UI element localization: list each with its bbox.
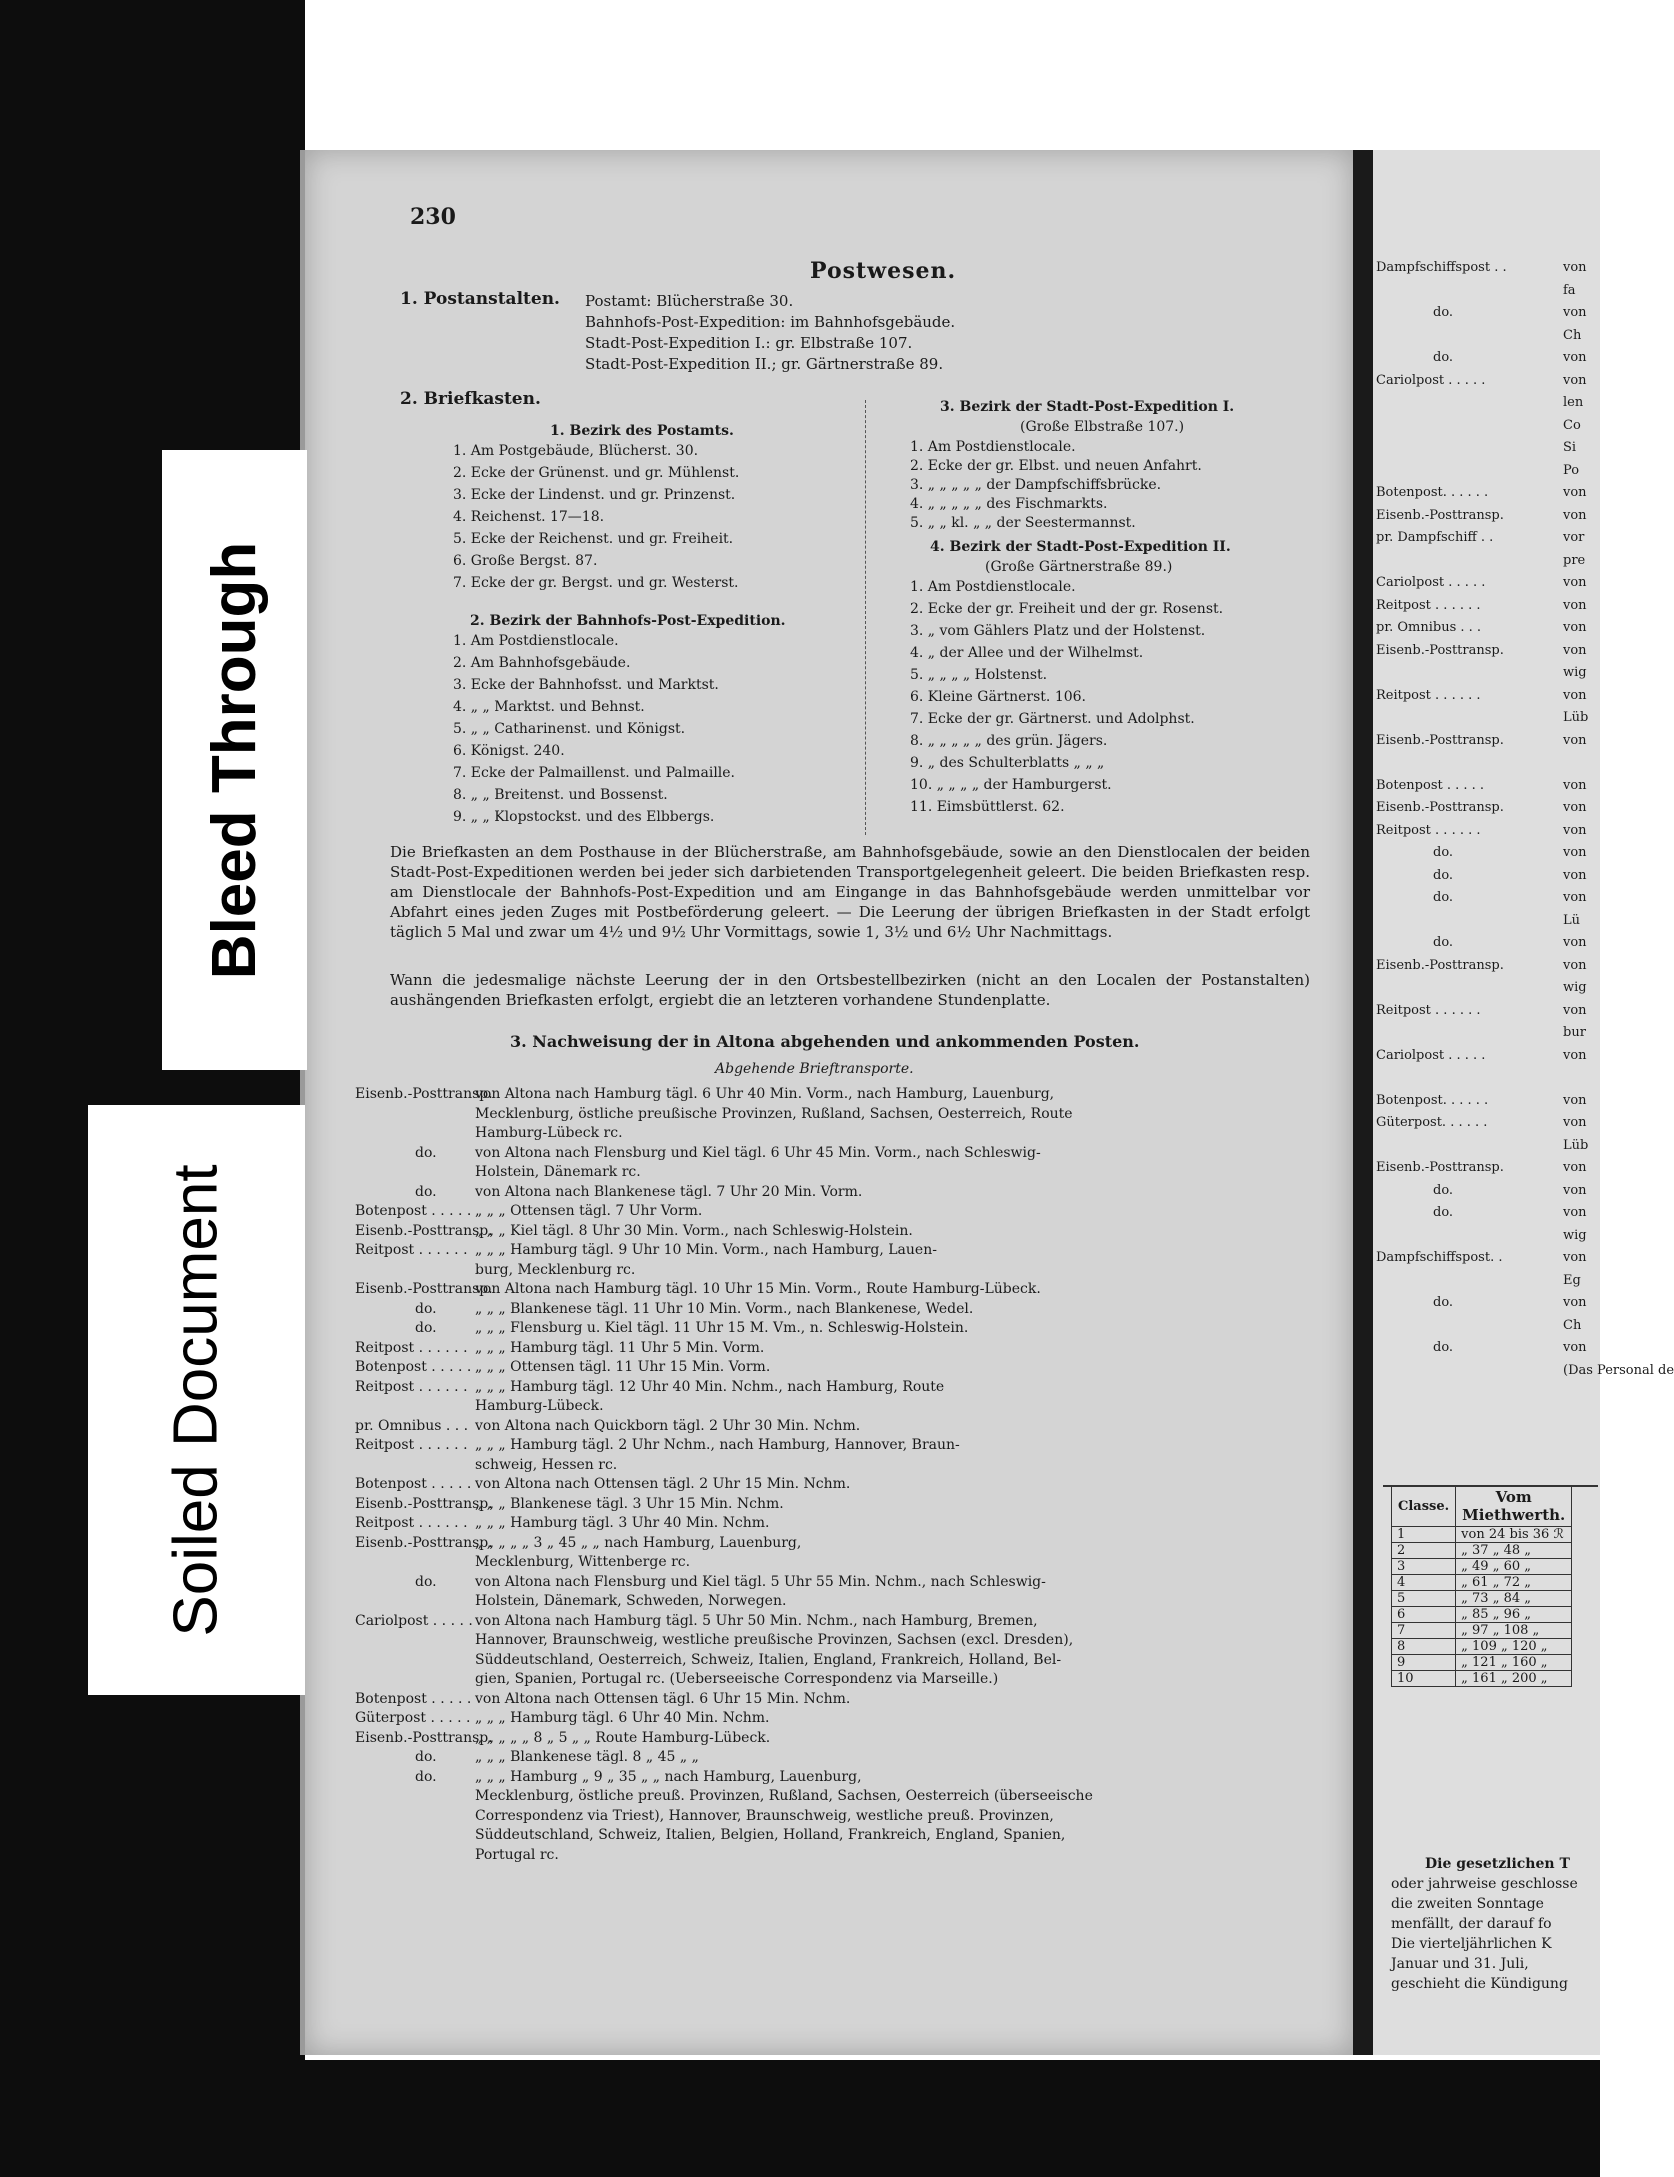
section3-heading: 3. Nachweisung der in Altona abgehenden und ankommenden Posten.: [510, 1032, 1140, 1051]
table-row: [1392, 1607, 1572, 1623]
right-post-label: do.: [1433, 1295, 1454, 1310]
right-post-text: von: [1563, 1205, 1587, 1220]
post-type-label: Güterpost . . . . .: [355, 1710, 471, 1726]
right-post-label: Eisenb.-Posttransp.: [1376, 507, 1504, 523]
sub3-subtitle: (Große Elbstraße 107.): [1020, 419, 1185, 435]
post-type-label: do.: [415, 1573, 437, 1590]
post-route-continuation: Mecklenburg, östliche preußische Provinzen, Rußland, Sachsen, Oesterreich, Route: [475, 1105, 1073, 1122]
post-route-text: von Altona nach Blankenese tägl. 7 Uhr 20 Min. Vorm.: [475, 1183, 863, 1200]
post-route-continuation: Holstein, Dänemark, Schweden, Norwegen.: [475, 1593, 787, 1609]
briefkasten-item: 8. „ „ Breitenst. und Bossenst.: [453, 787, 668, 803]
right-footer-line: die zweiten Sonntage: [1391, 1896, 1544, 1912]
right-post-label: Cariolpost . . . . .: [1376, 1047, 1486, 1063]
book-gutter: [1353, 150, 1373, 2055]
briefkasten-item: 9. „ „ Klopstockst. und des Elbbergs.: [453, 809, 715, 825]
right-post-text: wig: [1563, 665, 1587, 680]
paragraph-briefkasten: Die Briefkasten an dem Posthause in der Blücherstraße, am Bahnhofsgebäude, sowie an den Dienstlocalen der beiden Stadt-Post-Expeditionen werden bei jeder sich darbietenden Transportgelegenheit geleert. Die beiden Briefkasten resp. am Dienstlocale der Bahnhofs-Post-Expedition und am Eingange in das Bahnhofsgebäude werden unmittelbar vor Abfahrt eines jeden Zuges mit Postbeförderung geleert. — Die Leerung der übrigen Briefkasten in der Stadt erfolgt täglich 5 Mal und zwar um 4½ und 9½ Uhr Vormittags, sowie 1, 3½ und 6½ Uhr Nachmittags.: [390, 843, 1310, 941]
right-post-text: von: [1563, 1160, 1587, 1175]
post-route-continuation: Süddeutschland, Schweiz, Italien, Belgien, Holland, Frankreich, England, Spanien,: [475, 1827, 1066, 1843]
right-post-text: von: [1563, 800, 1587, 815]
class-number: 7: [1392, 1623, 1456, 1639]
soiled-document-label: [88, 1105, 305, 1695]
section3-subheading: Abgehende Brieftransporte.: [715, 1061, 914, 1077]
right-post-label: do.: [1433, 867, 1454, 883]
right-post-label: do.: [1433, 1205, 1454, 1220]
right-post-text: von: [1563, 485, 1587, 500]
right-post-text: Po: [1563, 462, 1580, 478]
right-post-text: len: [1563, 395, 1584, 410]
section1-heading: 1. Postanstalten.: [400, 289, 560, 309]
class-number: 4: [1392, 1575, 1456, 1591]
briefkasten-item: 2. Am Bahnhofsgebäude.: [453, 655, 631, 671]
post-route-text: „ „ „ Blankenese tägl. 8 „ 45 „ „: [475, 1749, 699, 1765]
post-route-text: „ „ „ Blankenese tägl. 3 Uhr 15 Min. Nchm.: [475, 1495, 784, 1512]
post-type-label: Eisenb.-Posttransp.: [355, 1729, 493, 1746]
class-number: 1: [1392, 1527, 1456, 1543]
post-route-continuation: Correspondenz via Triest), Hannover, Braunschweig, westliche preuß. Provinzen,: [475, 1807, 1054, 1824]
table-row: [1392, 1543, 1572, 1559]
miethwerth-body: [1392, 1527, 1572, 1687]
post-route-continuation: schweig, Hessen rc.: [475, 1456, 618, 1473]
miethwerth-range: von 24 bis 36 ℛ: [1456, 1527, 1572, 1543]
post-type-label: Reitpost . . . . . .: [355, 1242, 468, 1258]
briefkasten-item: 3. „ „ „ „ „ der Dampfschiffsbrücke.: [910, 477, 1162, 493]
briefkasten-item: 4. Reichenst. 17—18.: [453, 509, 605, 525]
right-post-text: von: [1563, 507, 1587, 523]
right-post-label: Eisenb.-Posttransp.: [1376, 800, 1504, 815]
briefkasten-item: 1. Am Postdienstlocale.: [453, 633, 619, 649]
briefkasten-item: 11. Eimsbüttlerst. 62.: [910, 799, 1065, 815]
right-post-label: Eisenb.-Posttransp.: [1376, 732, 1504, 748]
right-post-text: Lü: [1563, 912, 1581, 928]
post-route-text: von Altona nach Hamburg tägl. 10 Uhr 15 Min. Vorm., Route Hamburg-Lübeck.: [475, 1281, 1041, 1297]
column-divider: [865, 400, 866, 835]
postanstalt-line: Stadt-Post-Expedition I.: gr. Elbstraße 107.: [585, 334, 913, 352]
right-post-text: von: [1563, 1047, 1587, 1063]
right-post-text: von: [1563, 305, 1587, 320]
sub3-title: 3. Bezirk der Stadt-Post-Expedition I.: [940, 399, 1235, 415]
post-type-label: Eisenb.-Posttransp.: [355, 1222, 493, 1239]
post-route-continuation: Hamburg-Lübeck rc.: [475, 1125, 623, 1141]
postanstalt-line: Postamt: Blücherstraße 30.: [585, 292, 794, 310]
right-post-label: Dampfschiffspost. .: [1376, 1250, 1503, 1265]
right-post-text: pre: [1563, 552, 1586, 568]
briefkasten-item: 4. „ „ „ „ „ des Fischmarkts.: [910, 496, 1108, 512]
right-post-text: von: [1563, 957, 1587, 973]
right-post-text: Lüb: [1563, 1137, 1589, 1153]
bleed-through-text: Bleed Through: [200, 541, 270, 979]
right-post-text: vor: [1563, 530, 1585, 545]
post-route-continuation: burg, Mecklenburg rc.: [475, 1261, 636, 1278]
post-route-text: „ „ „ Ottensen tägl. 7 Uhr Vorm.: [475, 1203, 703, 1219]
right-post-text: von: [1563, 1092, 1587, 1108]
right-post-text: von: [1563, 260, 1587, 275]
right-post-text: Si: [1563, 440, 1577, 455]
table-row: [1392, 1655, 1572, 1671]
right-post-text: von: [1563, 935, 1587, 950]
table-row: [1392, 1639, 1572, 1655]
right-post-text: bur: [1563, 1025, 1586, 1040]
miethwerth-range: „ 97 „ 108 „: [1456, 1623, 1572, 1639]
post-type-label: do.: [415, 1749, 437, 1765]
right-post-text: Ch: [1563, 327, 1582, 343]
post-route-continuation: Mecklenburg, östliche preuß. Provinzen, Rußland, Sachsen, Oesterreich (überseeische: [475, 1788, 1093, 1804]
miethwerth-range: „ 73 „ 84 „: [1456, 1591, 1572, 1607]
briefkasten-item: 1. Am Postgebäude, Blücherst. 30.: [453, 443, 699, 459]
post-route-text: von Altona nach Hamburg tägl. 6 Uhr 40 Min. Vorm., nach Hamburg, Lauenburg,: [475, 1086, 1055, 1102]
right-post-label: do.: [1433, 845, 1454, 860]
post-route-continuation: Hamburg-Lübeck.: [475, 1398, 604, 1414]
post-type-label: Botenpost . . . . .: [355, 1359, 472, 1375]
briefkasten-item: 5. „ „ Catharinenst. und Königst.: [453, 721, 686, 737]
right-post-text: von: [1563, 777, 1587, 793]
post-route-text: „ „ „ „ „ 3 „ 45 „ „ nach Hamburg, Lauenburg,: [475, 1534, 802, 1551]
class-number: 5: [1392, 1591, 1456, 1607]
right-post-label: do.: [1433, 350, 1454, 365]
right-post-text: von: [1563, 1182, 1587, 1198]
col-miethwerth-top: Vom: [1495, 1488, 1532, 1506]
right-post-label: Botenpost. . . . . .: [1376, 1092, 1489, 1108]
briefkasten-item: 3. „ vom Gählers Platz und der Holstenst.: [910, 623, 1206, 639]
post-route-text: „ „ „ Hamburg „ 9 „ 35 „ „ nach Hamburg, Lauenburg,: [475, 1768, 862, 1785]
post-type-label: do.: [415, 1320, 437, 1336]
table-row: [1392, 1623, 1572, 1639]
post-route-text: von Altona nach Quickborn tägl. 2 Uhr 30 Min. Nchm.: [475, 1417, 861, 1434]
class-number: 9: [1392, 1655, 1456, 1671]
right-post-text: von: [1563, 1002, 1587, 1018]
right-post-label: Botenpost. . . . . .: [1376, 485, 1489, 500]
right-footer-line: Die vierteljährlichen K: [1391, 1936, 1552, 1952]
post-type-label: do.: [415, 1183, 437, 1200]
right-post-text: von: [1563, 845, 1587, 860]
miethwerth-range: „ 121 „ 160 „: [1456, 1655, 1572, 1671]
table-row: [1392, 1559, 1572, 1575]
right-post-label: do.: [1433, 890, 1454, 905]
briefkasten-item: 3. Ecke der Bahnhofsst. und Marktst.: [453, 677, 719, 693]
right-page: [1373, 150, 1674, 2055]
section2-heading: 2. Briefkasten.: [400, 389, 541, 409]
class-number: 10: [1392, 1671, 1456, 1687]
briefkasten-item: 6. Kleine Gärtnerst. 106.: [910, 689, 1086, 705]
table-row: [1392, 1671, 1572, 1687]
right-post-text: Lüb: [1563, 710, 1589, 725]
post-type-label: do.: [415, 1144, 437, 1161]
briefkasten-item: 2. Ecke der gr. Freiheit und der gr. Rosenst.: [910, 601, 1224, 617]
post-route-text: „ „ „ Hamburg tägl. 3 Uhr 40 Min. Nchm.: [475, 1515, 770, 1531]
postanstalt-line: Bahnhofs-Post-Expedition: im Bahnhofsgebäude.: [585, 313, 956, 331]
table-row: [1392, 1591, 1572, 1607]
table-row: [1392, 1575, 1572, 1591]
right-post-text: Ch: [1563, 1317, 1582, 1333]
right-post-label: Reitpost . . . . . .: [1376, 597, 1481, 613]
briefkasten-item: 2. Ecke der Grünenst. und gr. Mühlenst.: [453, 465, 740, 481]
right-post-text: von: [1563, 890, 1587, 905]
briefkasten-item: 7. Ecke der Palmaillenst. und Palmaille.: [453, 765, 736, 781]
post-type-label: Eisenb.-Posttransp.: [355, 1086, 493, 1102]
right-post-text: von: [1563, 620, 1587, 635]
right-post-label: Eisenb.-Posttransp.: [1376, 1160, 1504, 1175]
briefkasten-item: 8. „ „ „ „ „ des grün. Jägers.: [910, 733, 1108, 749]
sub2-title: 2. Bezirk der Bahnhofs-Post-Expedition.: [470, 613, 786, 629]
right-post-label: Güterpost. . . . . .: [1376, 1115, 1488, 1130]
class-number: 3: [1392, 1559, 1456, 1575]
post-route-continuation: Süddeutschland, Oesterreich, Schweiz, Italien, England, Frankreich, Holland, Bel-: [475, 1651, 1062, 1668]
soiled-document-text: Soiled Document: [162, 1163, 231, 1637]
miethwerth-range: „ 109 „ 120 „: [1456, 1639, 1572, 1655]
miethwerth-range: „ 161 „ 200 „: [1456, 1671, 1572, 1687]
page-number: 230: [410, 204, 456, 230]
right-post-label: Dampfschiffspost . .: [1376, 260, 1507, 275]
briefkasten-item: 3. Ecke der Lindenst. und gr. Prinzenst.: [453, 487, 736, 503]
right-post-text: von: [1563, 575, 1587, 590]
post-type-label: do.: [415, 1768, 437, 1785]
post-route-continuation: Mecklenburg, Wittenberge rc.: [475, 1554, 691, 1570]
right-post-label: do.: [1433, 1340, 1454, 1355]
post-route-continuation: gien, Spanien, Portugal rc. (Ueberseeische Correspondenz via Marseille.): [475, 1671, 999, 1687]
briefkasten-item: 10. „ „ „ „ der Hamburgerst.: [910, 777, 1112, 793]
right-footer-line: Januar und 31. Juli,: [1391, 1956, 1529, 1972]
right-footer-line: Die gesetzlichen T: [1425, 1856, 1570, 1872]
briefkasten-item: 5. Ecke der Reichenst. und gr. Freiheit.: [453, 531, 734, 547]
miethwerth-range: „ 37 „ 48 „: [1456, 1543, 1572, 1559]
post-type-label: Botenpost . . . . .: [355, 1690, 472, 1707]
post-route-text: „ „ „ Hamburg tägl. 11 Uhr 5 Min. Vorm.: [475, 1339, 765, 1356]
right-post-text: (Das Personal de: [1563, 1362, 1674, 1378]
briefkasten-item: 2. Ecke der gr. Elbst. und neuen Anfahrt.: [910, 458, 1202, 474]
right-post-text: von: [1563, 822, 1587, 838]
right-post-text: von: [1563, 372, 1587, 388]
bleed-through-label: [162, 450, 307, 1070]
post-route-text: „ „ „ Hamburg tägl. 9 Uhr 10 Min. Vorm., nach Hamburg, Lauen-: [475, 1242, 937, 1258]
post-route-text: „ „ „ Hamburg tägl. 2 Uhr Nchm., nach Hamburg, Hannover, Braun-: [475, 1437, 960, 1453]
right-post-label: pr. Dampfschiff . .: [1376, 530, 1494, 545]
post-route-text: von Altona nach Ottensen tägl. 2 Uhr 15 Min. Nchm.: [475, 1476, 851, 1492]
right-post-label: do.: [1433, 935, 1454, 950]
briefkasten-item: 6. Königst. 240.: [453, 743, 565, 759]
briefkasten-item: 4. „ der Allee und der Wilhelmst.: [910, 645, 1144, 661]
page-title: Postwesen.: [810, 258, 957, 284]
post-type-label: Reitpost . . . . . .: [355, 1515, 468, 1531]
right-post-label: Reitpost . . . . . .: [1376, 687, 1481, 703]
right-post-text: Co: [1563, 417, 1581, 433]
right-post-label: Eisenb.-Posttransp.: [1376, 642, 1504, 658]
right-post-text: von: [1563, 687, 1587, 703]
class-number: 6: [1392, 1607, 1456, 1623]
scan-background-left: [0, 0, 305, 2177]
paragraph-leerung: Wann die jedesmalige nächste Leerung der in den Ortsbestellbezirken (nicht an den Localen der Postanstalten) aushängenden Briefkasten erfolgt, ergiebt die an letzteren vorhandene Stundenplatte.: [390, 971, 1310, 1009]
right-post-text: wig: [1563, 980, 1587, 995]
sub4-subtitle: (Große Gärtnerstraße 89.): [985, 559, 1173, 575]
briefkasten-item: 9. „ des Schulterblatts „ „ „: [910, 755, 1105, 771]
right-post-text: von: [1563, 1340, 1587, 1355]
right-post-label: Cariolpost . . . . .: [1376, 575, 1486, 590]
right-post-text: von: [1563, 732, 1587, 748]
post-route-continuation: Portugal rc.: [475, 1846, 559, 1863]
right-post-text: von: [1563, 597, 1587, 613]
briefkasten-item: 7. Ecke der gr. Bergst. und gr. Westerst.: [453, 575, 739, 591]
right-post-label: Reitpost . . . . . .: [1376, 1002, 1481, 1018]
miethwerth-table: [1391, 1485, 1572, 1687]
right-post-text: von: [1563, 867, 1587, 883]
right-footer-line: geschieht die Kündigung: [1391, 1976, 1568, 1992]
sub1-title: 1. Bezirk des Postamts.: [550, 423, 734, 439]
post-type-label: Eisenb.-Posttransp.: [355, 1534, 493, 1551]
right-post-text: fa: [1563, 282, 1576, 298]
right-post-label: do.: [1433, 305, 1454, 320]
right-post-text: von: [1563, 1295, 1587, 1310]
table-row: [1392, 1527, 1572, 1543]
post-route-text: von Altona nach Flensburg und Kiel tägl. 5 Uhr 55 Min. Nchm., nach Schleswig-: [475, 1573, 1046, 1590]
post-type-label: do.: [415, 1300, 437, 1317]
right-post-label: Reitpost . . . . . .: [1376, 822, 1481, 838]
post-route-continuation: Holstein, Dänemark rc.: [475, 1164, 641, 1180]
post-type-label: Reitpost . . . . . .: [355, 1378, 468, 1395]
post-route-text: „ „ „ Blankenese tägl. 11 Uhr 10 Min. Vorm., nach Blankenese, Wedel.: [475, 1300, 974, 1317]
right-post-label: Botenpost . . . . .: [1376, 777, 1485, 793]
post-type-label: Reitpost . . . . . .: [355, 1339, 468, 1356]
right-post-label: Eisenb.-Posttransp.: [1376, 957, 1504, 973]
miethwerth-range: „ 61 „ 72 „: [1456, 1575, 1572, 1591]
right-post-text: von: [1563, 642, 1587, 658]
sub4-title: 4. Bezirk der Stadt-Post-Expedition II.: [930, 539, 1231, 555]
post-type-label: Botenpost . . . . .: [355, 1203, 472, 1219]
scan-background-bottom: [0, 2060, 1600, 2177]
col-classe-header: Classe.: [1392, 1486, 1456, 1527]
col-miethwerth-header: [1456, 1486, 1572, 1527]
post-type-label: Reitpost . . . . . .: [355, 1437, 468, 1453]
briefkasten-item: 5. „ „ „ „ Holstenst.: [910, 667, 1048, 683]
briefkasten-item: 6. Große Bergst. 87.: [453, 553, 598, 569]
postanstalt-line: Stadt-Post-Expedition II.; gr. Gärtnerstraße 89.: [585, 355, 944, 373]
briefkasten-item: 5. „ „ kl. „ „ der Seestermannst.: [910, 515, 1136, 531]
class-number: 2: [1392, 1543, 1456, 1559]
post-type-label: Botenpost . . . . .: [355, 1476, 472, 1492]
post-route-continuation: Hannover, Braunschweig, westliche preußische Provinzen, Sachsen (excl. Dresden),: [475, 1632, 1074, 1648]
post-route-text: „ „ „ Kiel tägl. 8 Uhr 30 Min. Vorm., nach Schleswig-Holstein.: [475, 1222, 913, 1239]
right-footer-line: menfällt, der darauf fo: [1391, 1916, 1552, 1932]
post-type-label: pr. Omnibus . . .: [355, 1417, 469, 1434]
post-route-text: „ „ „ „ „ 8 „ 5 „ „ Route Hamburg-Lübeck.: [475, 1729, 771, 1746]
post-type-label: Cariolpost . . . . .: [355, 1612, 473, 1629]
class-number: 8: [1392, 1639, 1456, 1655]
briefkasten-item: 1. Am Postdienstlocale.: [910, 579, 1076, 595]
right-footer-line: oder jahrweise geschlosse: [1391, 1876, 1578, 1892]
post-route-text: „ „ „ Hamburg tägl. 12 Uhr 40 Min. Nchm., nach Hamburg, Route: [475, 1378, 945, 1395]
left-page: [305, 150, 1353, 2055]
post-route-text: „ „ „ Ottensen tägl. 11 Uhr 15 Min. Vorm.: [475, 1359, 771, 1375]
right-post-label: Cariolpost . . . . .: [1376, 372, 1486, 388]
post-type-label: Eisenb.-Posttransp.: [355, 1495, 493, 1512]
post-route-text: von Altona nach Flensburg und Kiel tägl. 6 Uhr 45 Min. Vorm., nach Schleswig-: [475, 1144, 1041, 1161]
right-post-text: Eg: [1563, 1272, 1581, 1288]
miethwerth-range: „ 85 „ 96 „: [1456, 1607, 1572, 1623]
right-post-text: von: [1563, 1250, 1587, 1265]
post-route-text: von Altona nach Hamburg tägl. 5 Uhr 50 Min. Nchm., nach Hamburg, Bremen,: [475, 1612, 1038, 1629]
right-post-label: pr. Omnibus . . .: [1376, 620, 1482, 635]
post-route-text: „ „ „ Flensburg u. Kiel tägl. 11 Uhr 15 M. Vm., n. Schleswig-Holstein.: [475, 1320, 969, 1336]
miethwerth-range: „ 49 „ 60 „: [1456, 1559, 1572, 1575]
right-post-text: von: [1563, 350, 1587, 365]
right-post-text: von: [1563, 1115, 1587, 1130]
briefkasten-item: 4. „ „ Marktst. und Behnst.: [453, 699, 645, 715]
briefkasten-item: 1. Am Postdienstlocale.: [910, 439, 1076, 455]
post-type-label: Eisenb.-Posttransp.: [355, 1281, 493, 1297]
post-route-text: „ „ „ Hamburg tägl. 6 Uhr 40 Min. Nchm.: [475, 1710, 770, 1726]
right-post-label: do.: [1433, 1182, 1454, 1198]
col-miethwerth-bottom: Miethwerth.: [1462, 1506, 1566, 1524]
briefkasten-item: 7. Ecke der gr. Gärtnerst. und Adolphst.: [910, 711, 1195, 727]
post-route-text: von Altona nach Ottensen tägl. 6 Uhr 15 Min. Nchm.: [475, 1690, 851, 1707]
right-post-text: wig: [1563, 1227, 1587, 1243]
